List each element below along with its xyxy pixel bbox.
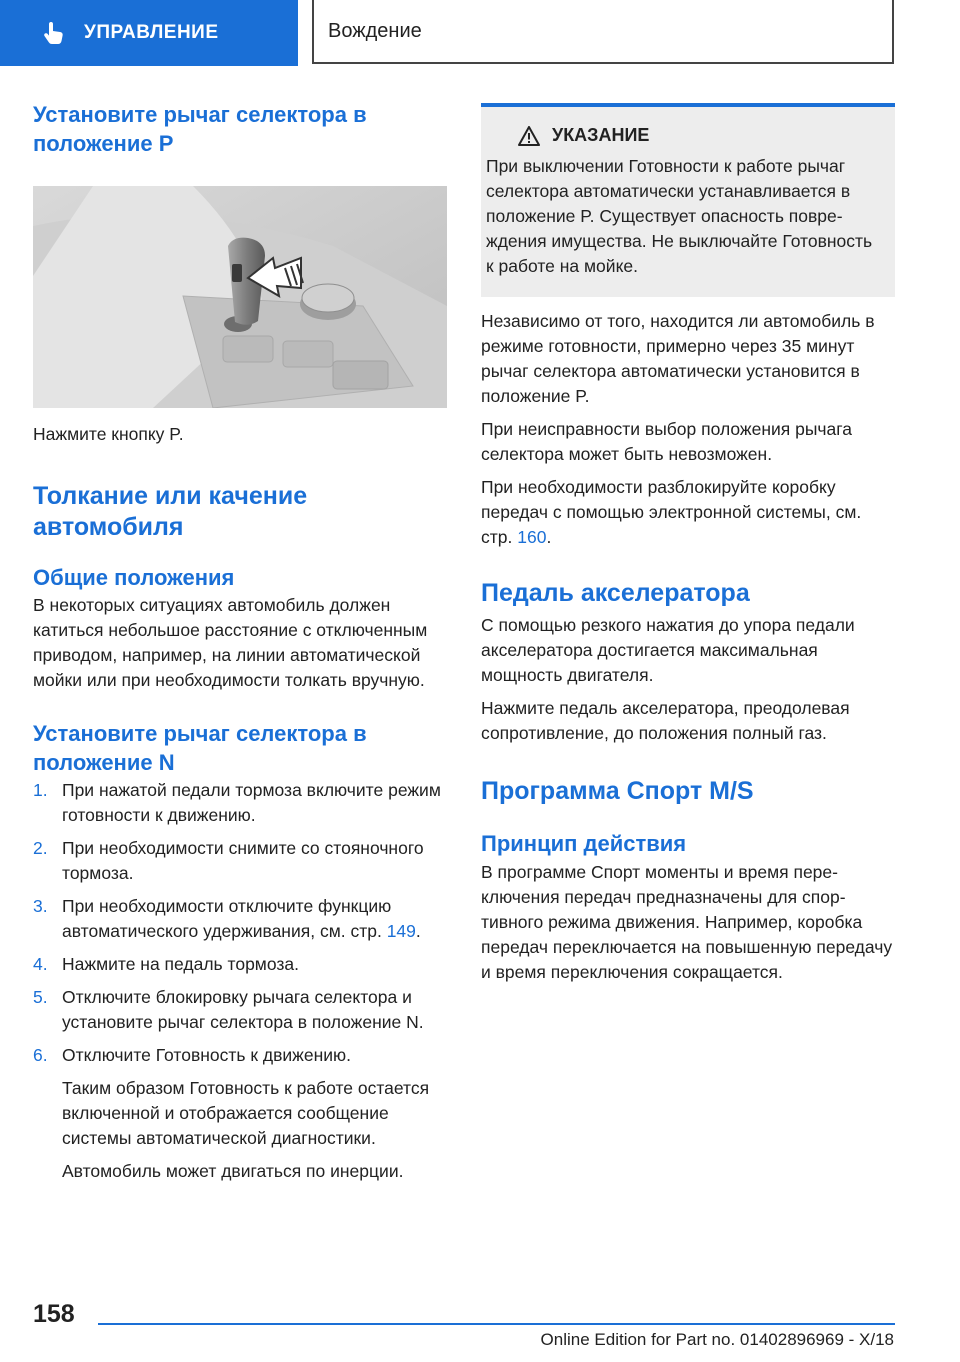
steps-list (33, 778, 447, 1184)
step-number: 3. (33, 896, 48, 916)
general-text: В некоторых ситуациях автомобиль должен катиться небольшое расстояние с отключенным приводом, например, на линии автоматической мойки или при необходимости толкать вручную. (33, 595, 428, 690)
warning-text: При выключении Готовности к работе рычаг селектора автоматически устанавливается в положение P. Существует опасность повреждения имущества. Не выключайте Готовность к работе на мойке. (486, 156, 873, 276)
page-ref-link[interactable]: 160 (517, 527, 547, 547)
list-item (33, 952, 447, 977)
list-item (33, 836, 447, 886)
heading-select-p: Установите рычаг селектора в положение P (33, 102, 367, 156)
heading-general: Общие положения (33, 565, 235, 590)
page-number: 158 (33, 1300, 75, 1328)
step-number: 2. (33, 838, 48, 858)
step-text: Нажмите на педаль тормоза. (62, 954, 299, 974)
heading-accelerator: Педаль акселератора (481, 579, 750, 607)
list-item (33, 894, 447, 944)
list-item (33, 1043, 447, 1184)
page-ref-link[interactable]: 149 (386, 921, 416, 941)
heading-select-n: Установите рычаг селектора в положение N (33, 721, 367, 775)
warning-title: УКАЗАНИЕ (552, 125, 650, 145)
chapter-tab[interactable] (0, 0, 298, 66)
warning-header (518, 125, 883, 146)
step-text: При необходимости отключите функцию автоматического удерживания, см. стр. (62, 896, 392, 941)
heading-pushing: Толкание или качение автомобиля (33, 482, 308, 541)
page-header (0, 0, 960, 66)
step-text: Отключите блокировку рычага селектора и установите рычаг селектора в положение N. (62, 987, 424, 1032)
footer-divider (98, 1323, 895, 1325)
list-item (33, 778, 447, 828)
gear-selector-photo (33, 186, 447, 408)
step-extra-text: Автомобиль может двигаться по инерции. (62, 1161, 404, 1181)
unlock-text (481, 475, 895, 550)
step-number: 5. (33, 987, 48, 1007)
press-p-text: Нажмите кнопку P. (33, 424, 184, 444)
hand-pointer-icon (40, 19, 68, 47)
accel-text-2: Нажмите педаль акселератора, преодолевая сопротивление, до положения полный газ. (481, 698, 850, 743)
unlock-text-tail: . (546, 527, 552, 547)
step-text: При нажатой педали тормоза включите режим готовности к движению. (62, 780, 441, 825)
left-column (33, 100, 447, 1184)
edition-text: Online Edition for Part no. 01402896969 - X/18 (540, 1330, 894, 1349)
unlock-text-body: При необходимости разблокируйте коробку передач с помощью электронной системы, см. стр. (481, 477, 862, 547)
right-column (481, 103, 895, 985)
heading-sport: Программа Спорт M/S (481, 777, 754, 805)
step-text: При необходимости снимите со стояночного тормоза. (62, 838, 424, 883)
step-text: Отключите Готовность к движению. (62, 1045, 352, 1065)
step-text-tail: . (415, 921, 421, 941)
list-item (33, 985, 447, 1035)
chapter-title: УПРАВЛЕНИЕ (84, 22, 219, 43)
sport-text: В программе Спорт моменты и время переключения передач предназначены для спортивного режима движения. Например, коробка передач переключается на повышенную передачу и время переключения сокращается. (481, 862, 893, 982)
section-tab[interactable] (312, 0, 894, 64)
step-number: 6. (33, 1045, 48, 1065)
step-number: 1. (33, 780, 48, 800)
auto-p-text: Независимо от того, находится ли автомобиль в режиме готовности, примерно через 35 минут рычаг селектора автоматически установится в положение P. (481, 311, 875, 406)
section-title: Вождение (328, 19, 422, 42)
warning-box (481, 103, 895, 297)
step-number: 4. (33, 954, 48, 974)
heading-principle: Принцип действия (481, 831, 687, 856)
warning-triangle-icon (518, 126, 540, 146)
malfunction-text: При неисправности выбор положения рычага селектора может быть невозможен. (481, 419, 853, 464)
accel-text-1: С помощью резкого нажатия до упора педали акселератора достигается максимальная мощность двигателя. (481, 615, 855, 685)
step-extra-text: Таким образом Готовность к работе остается включенной и отображается сообщение системы автоматической диагностики. (62, 1078, 430, 1148)
